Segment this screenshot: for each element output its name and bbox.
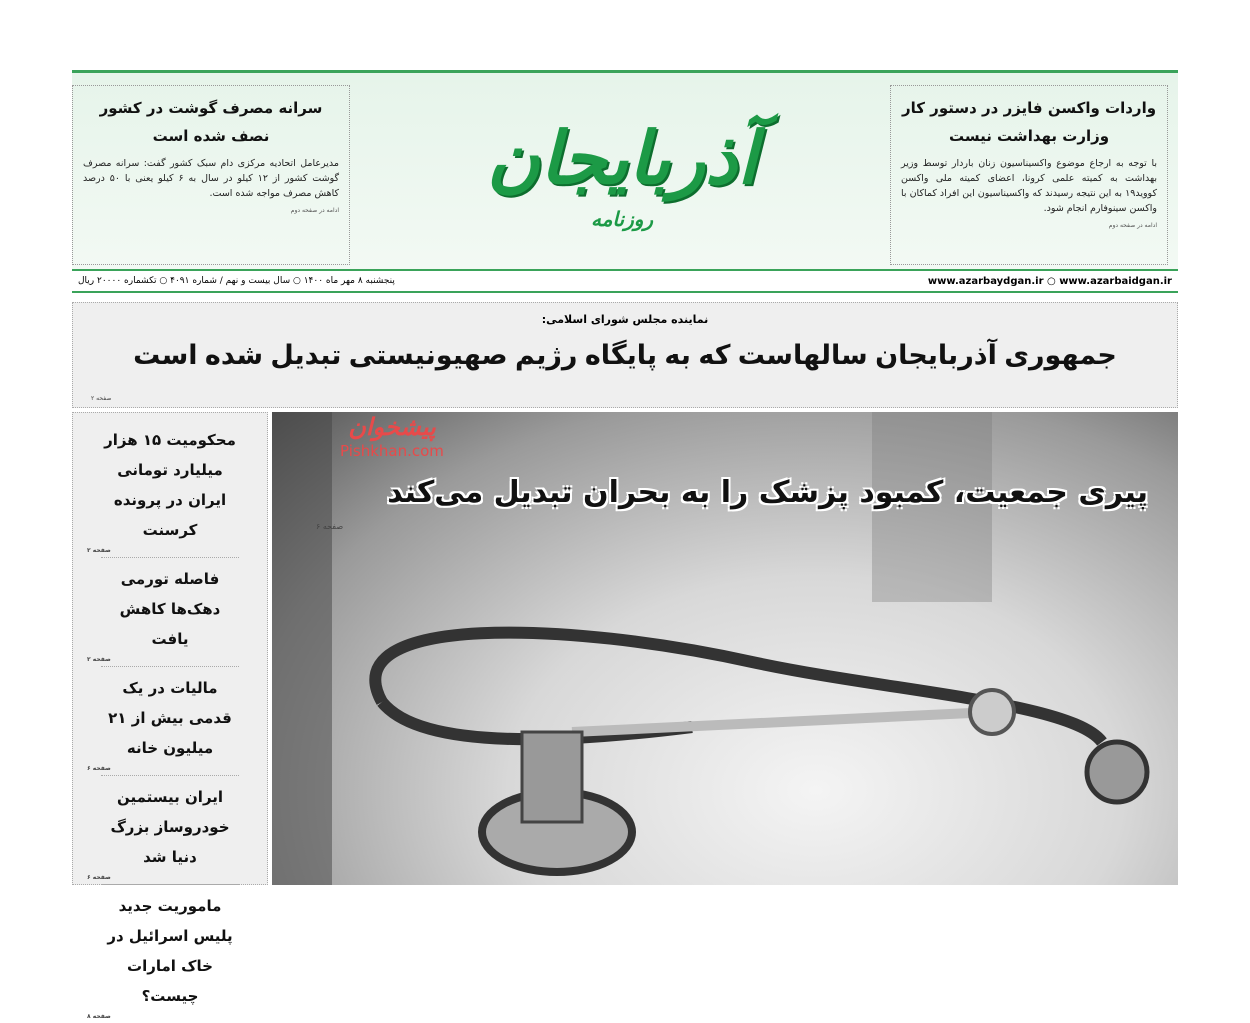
left-teaser-box[interactable] (72, 85, 350, 265)
watermark-en: Pishkhan.com (340, 442, 444, 460)
right-teaser-body: با توجه به ارجاع موضوع واکسیناسیون زنان باردار توسط وزیر بهداشت به کمیته علمی کرونا، اعضای کمیته ملی واکسن کووید۱۹ به این نتیجه رسیدند که واکسیناسیون این افراد کماکان با واکسن سینوفارم انجام شود. (901, 158, 1157, 214)
sidebar-headlines (72, 412, 268, 1020)
lead-page-ref: صفحه ۲ (91, 395, 112, 402)
right-teaser-box[interactable] (890, 85, 1168, 265)
sidebar-item-title: ماموریت جدید پلیس اسرائیل در خاک امارات چیست؟ (107, 897, 233, 1005)
lead-story[interactable] (72, 302, 1178, 408)
left-teaser-more: ادامه در صفحه دوم (290, 207, 339, 214)
logo-subtext: روزنامه (590, 207, 654, 231)
date-bar (72, 269, 1178, 293)
sidebar-item[interactable] (87, 891, 239, 1023)
photo-page-ref: صفحه ۶ (316, 522, 344, 531)
watermark-fa: پیشخوان (348, 413, 436, 441)
date-line: پنجشنبه ۸ مهر ماه ۱۴۰۰ ○ سال بیست و نهم / شماره ۴۰۹۱ ○ تکشماره ۲۰۰۰۰ ریال (78, 276, 395, 286)
sidebar-item-page: صفحه ۶ (87, 765, 111, 772)
sidebar-item-title: ایران بیستمین خودروساز بزرگ دنیا شد (110, 788, 230, 866)
left-teaser-body: مدیرعامل اتحادیه مرکزی دام سبک کشور گفت: سرانه مصرف گوشت کشور از ۱۲ کیلو در سال به ۶ کیلو یعنی با ۵۰ درصد کاهش مصرف مواجه شده است. (83, 158, 339, 199)
sidebar-item-title: فاصله تورمی دهک‌ها کاهش یافت (119, 570, 221, 648)
lead-headline: جمهوری آذربایجان سالهاست که به پایگاه رژیم صهیونیستی تبدیل شده است (133, 340, 1117, 371)
photo-headline: پیری جمعیت، کمبود پزشک را به بحران تبدیل می‌کند (387, 475, 1148, 510)
sidebar-item-page: صفحه ۲ (87, 656, 111, 663)
sidebar-item-title: مالیات در یک قدمی بیش از ۲۱ میلیون خانه (108, 679, 232, 757)
logo-text: آذربایجان (486, 115, 758, 200)
sidebar-item-page: صفحه ۸ (87, 1013, 111, 1020)
websites[interactable]: www.azarbaydgan.ir ○ www.azarbaidgan.ir (927, 275, 1172, 287)
right-teaser-title: واردات واکسن فایزر در دستور کار وزارت بهداشت نیست (901, 99, 1157, 145)
newspaper-logo (412, 73, 832, 269)
sidebar-item-page: صفحه ۶ (87, 874, 111, 881)
photo-story[interactable] (272, 412, 1178, 885)
sidebar-item[interactable] (87, 564, 239, 667)
sidebar-item[interactable] (87, 673, 239, 776)
sidebar-item[interactable] (87, 425, 239, 558)
masthead (72, 70, 1178, 292)
lead-kicker: نماینده مجلس شورای اسلامی: (541, 313, 709, 326)
left-teaser-title: سرانه مصرف گوشت در کشور نصف شده است (99, 99, 323, 145)
pishkhan-watermark (340, 412, 444, 460)
right-teaser-more: ادامه در صفحه دوم (1108, 222, 1157, 229)
sidebar-item-title: محکومیت ۱۵ هزار میلیارد تومانی ایران در پرونده کرسنت (104, 431, 236, 539)
sidebar-item[interactable] (87, 782, 239, 885)
sidebar-item-page: صفحه ۲ (87, 547, 111, 554)
